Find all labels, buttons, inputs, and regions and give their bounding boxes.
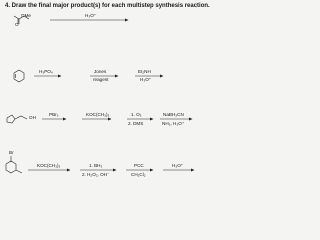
reaction-4-arrow-4 <box>163 169 195 172</box>
reaction-3-step-2-above: KOC(CH₃)₃ <box>86 112 110 117</box>
reaction-3-starting-material <box>7 115 27 123</box>
reaction-3-arrow-2 <box>82 118 112 121</box>
reaction-3-step-1-above: PBr₃ <box>49 112 59 117</box>
reaction-4-arrow-1 <box>28 169 71 172</box>
reaction-2-arrow-1 <box>34 75 62 78</box>
reaction-2-starting-material-cyclohexene <box>14 70 24 82</box>
reaction-2-step-2-above: Jones <box>94 69 107 74</box>
reaction-scheme-drawing <box>0 0 200 188</box>
reaction-4-starting-material <box>6 156 22 173</box>
reaction-1-reagent-above: H₃O⁺ <box>85 13 97 18</box>
reaction-4-start-label-br: Br <box>9 150 14 155</box>
reaction-3-arrow-1 <box>42 118 67 121</box>
reaction-3-step-3-above: 1. O₃ <box>131 112 142 117</box>
reaction-4-step-2-below: 2. H₂O₂, OH⁻ <box>82 172 110 177</box>
reaction-3-step-4-below: NH₃, H₃O⁺ <box>162 121 185 126</box>
reaction-2-step-2-below: reagent <box>93 77 109 82</box>
question-title: 4. Draw the final major product(s) for each multistep synthesis reaction. <box>5 3 210 9</box>
reaction-3-start-label-oh: OH <box>29 115 36 120</box>
reaction-2-step-3-above: Et₂NH <box>138 69 151 74</box>
reaction-4-step-4-above: H₃O⁺ <box>172 163 184 168</box>
reaction-4-step-3-below: CH₂Cl₂ <box>131 172 146 177</box>
reaction-1-start-label-ome: OMe <box>21 13 31 18</box>
reaction-3-step-4-above: NaBH₃CN <box>163 112 184 117</box>
reaction-4-step-3-above: PCC <box>134 163 144 168</box>
reaction-4-step-2-above: 1. BH₃ <box>89 163 103 168</box>
reaction-4-step-1-above: KOC(CH₃)₃ <box>37 163 61 168</box>
reaction-1-arrow <box>50 19 129 22</box>
reaction-2-step-3-below: H₃O⁺ <box>140 77 152 82</box>
reaction-1-start-label-o: O <box>15 22 19 27</box>
reaction-2-step-1-above: H₃PO₄ <box>39 69 53 74</box>
reaction-3-step-3-below: 2. DMS <box>128 121 144 126</box>
